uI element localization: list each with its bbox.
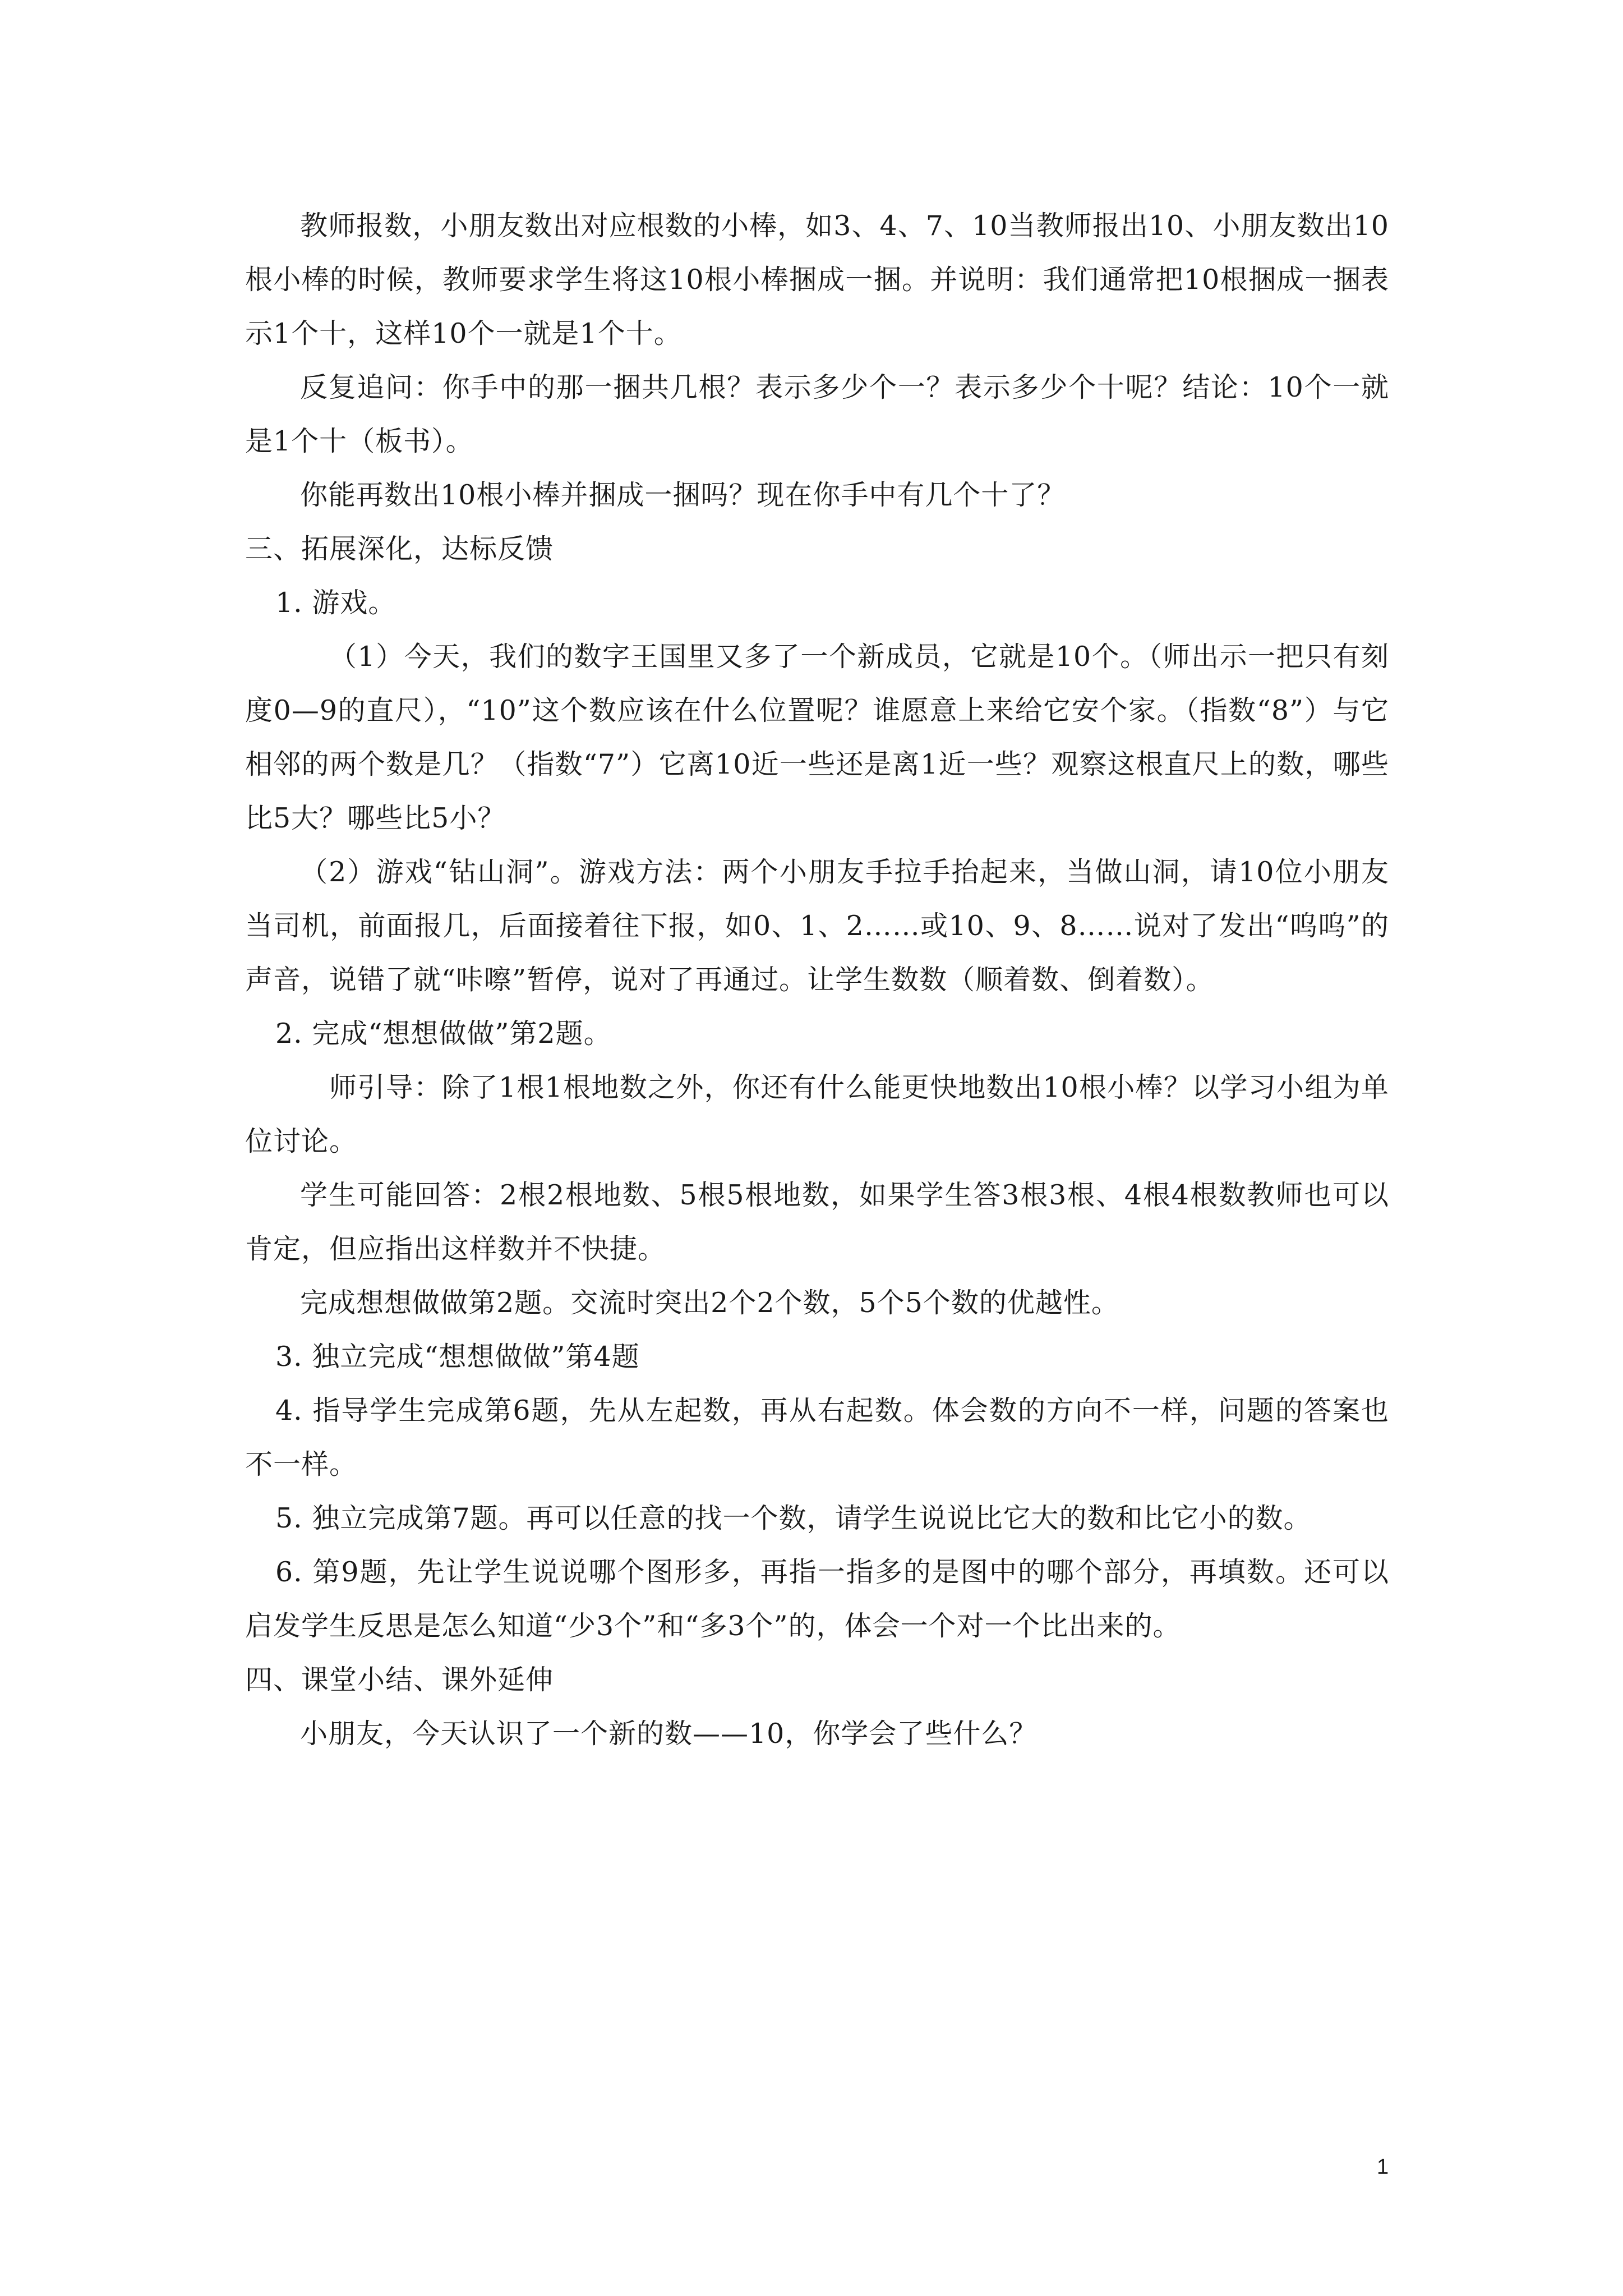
list-item-4-exercise-6: 4. 指导学生完成第6题，先从左起数，再从右起数。体会数的方向不一样，问题的答案也不一样。 [245,1395,1389,1480]
page-number: 1 [1377,2155,1389,2179]
paragraph-follow-up-question: 反复追问：你手中的那一捆共几根？表示多少个一？表示多少个十呢？结论：10个一就是1个十（板书）。 [245,371,1389,457]
paragraph-game-ruler: （1）今天，我们的数字王国里又多了一个新成员，它就是10个。（师出示一把只有刻度0—9的直尺），“10”这个数应该在什么位置呢？谁愿意上来给它安个家。（指数“8”）与它相邻的两个数是几？（指数“7”）它离10近一些还是离1近一些？观察这根直尺上的数，哪些比5大？哪些比5小？ [245,641,1389,834]
paragraph-bundle-again: 你能再数出10根小棒并捆成一捆吗？现在你手中有几个十了？ [300,479,1066,511]
list-item-6-exercise-9: 6. 第9题，先让学生说说哪个图形多，再指一指多的是图中的哪个部分，再填数。还可以启发学生反思是怎么知道“少3个”和“多3个”的，体会一个对一个比出来的。 [245,1556,1389,1642]
paragraph-counting-sticks: 教师报数，小朋友数出对应根数的小棒，如3、4、7、10当教师报出10、小朋友数出10根小棒的时候，教师要求学生将这10根小棒捆成一捆。并说明：我们通常把10根捆成一捆表示1个十，这样10个一就是1个十。 [245,210,1389,349]
paragraph-teacher-guidance: 师引导：除了1根1根地数之外，你还有什么能更快地数出10根小棒？以学习小组为单位讨论。 [245,1071,1389,1157]
section-heading-4: 四、课堂小结、课外延伸 [245,1664,554,1696]
paragraph-student-answers: 学生可能回答：2根2根地数、5根5根地数，如果学生答3根3根、4根4根数教师也可以肯定，但应指出这样数并不快捷。 [245,1179,1389,1265]
list-item-5-exercise-7: 5. 独立完成第7题。再可以任意的找一个数，请学生说说比它大的数和比它小的数。 [275,1502,1312,1534]
paragraph-complete-exercise-2: 完成想想做做第2题。交流时突出2个2个数，5个5个数的优越性。 [300,1287,1119,1319]
list-item-1-game: 1. 游戏。 [275,587,396,619]
paragraph-summary-question: 小朋友，今天认识了一个新的数——10，你学会了些什么？ [300,1718,1038,1750]
document-body [245,199,1389,1761]
paragraph-game-tunnel: （2）游戏“钻山洞”。游戏方法：两个小朋友手拉手抬起来，当做山洞，请10位小朋友当司机，前面报几，后面接着往下报，如0、1、2……或10、9、8……说对了发出“呜呜”的声音，说错了就“咔嚓”暂停，说对了再通过。让学生数数（顺着数、倒着数）。 [245,856,1389,996]
section-heading-3: 三、拓展深化，达标反馈 [245,533,554,565]
list-item-2-exercise: 2. 完成“想想做做”第2题。 [275,1018,612,1050]
list-item-3-exercise-4: 3. 独立完成“想想做做”第4题 [275,1341,640,1373]
